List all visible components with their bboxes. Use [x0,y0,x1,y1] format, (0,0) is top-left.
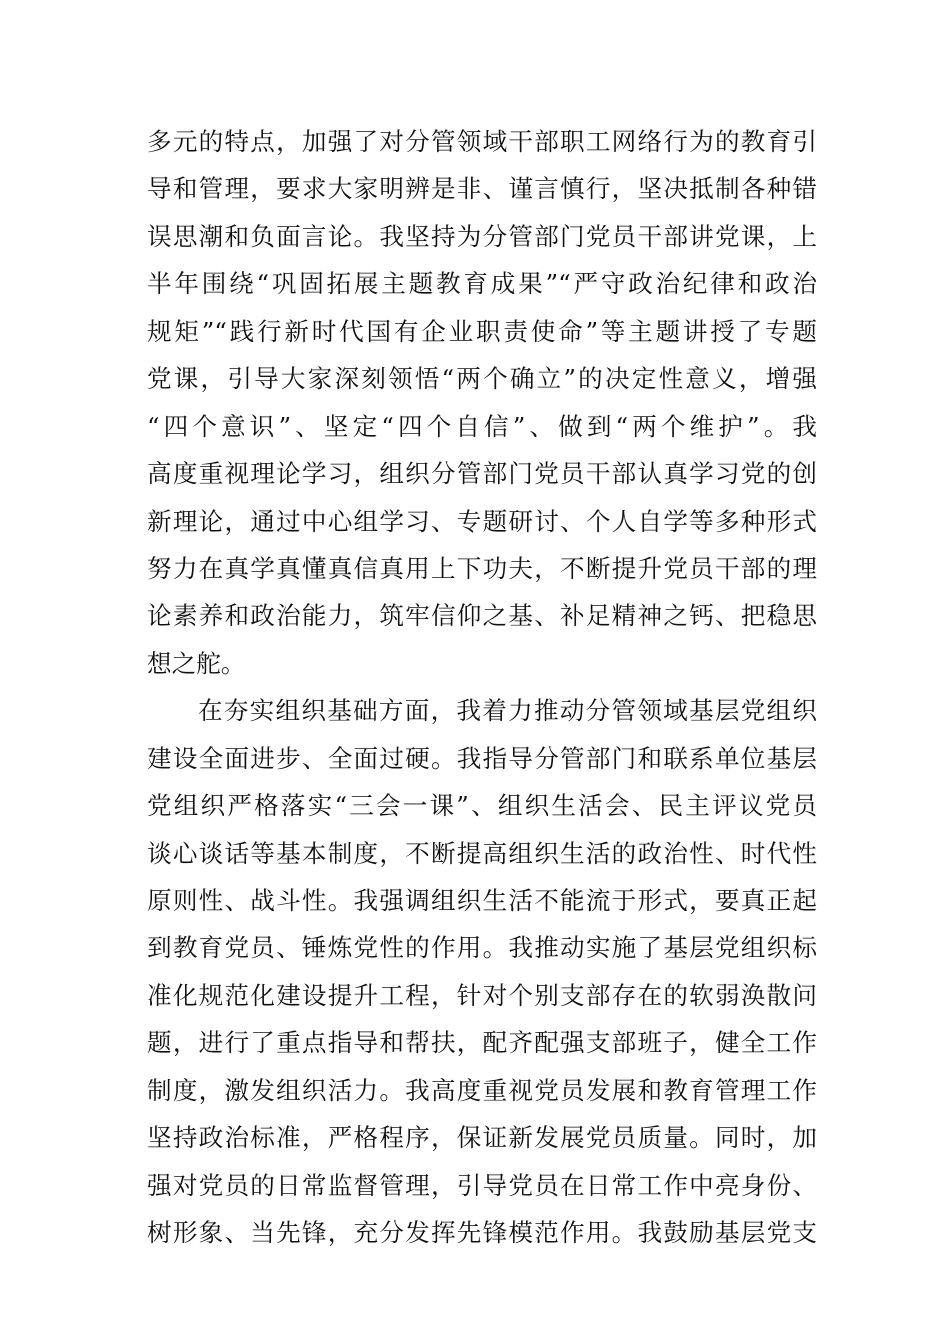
text-line: 高度重视理论学习，组织分管部门党员干部认真学习党的创 [147,459,817,489]
text-line: 准化规范化建设提升工程，针对个别支部存在的软弱涣散问 [147,980,817,1010]
body-text [147,118,817,1257]
text-line: “四个意识”、坚定“四个自信”、做到“两个维护”。我 [147,411,817,441]
text-line: 论素养和政治能力，筑牢信仰之基、补足精神之钙、把稳思 [147,601,817,631]
text-line: 努力在真学真懂真信真用上下功夫，不断提升党员干部的理 [147,553,817,583]
text-line: 规矩”“践行新时代国有企业职责使命”等主题讲授了专题 [147,316,817,346]
text-line: 谈心谈话等基本制度，不断提高组织生活的政治性、时代性 [147,838,817,868]
text-line: 制度，激发组织活力。我高度重视党员发展和教育管理工作 [147,1075,817,1105]
text-line: 树形象、当先锋，充分发挥先锋模范作用。我鼓励基层党支 [147,1218,817,1248]
text-line: 强对党员的日常监督管理，引导党员在日常工作中亮身份、 [147,1170,817,1200]
text-line: 误思潮和负面言论。我坚持为分管部门党员干部讲党课，上 [147,221,817,251]
text-line: 党课，引导大家深刻领悟“两个确立”的决定性意义，增强 [147,364,817,394]
text-line: 导和管理，要求大家明辨是非、谨言慎行，坚决抵制各种错 [147,174,817,204]
text-line: 多元的特点，加强了对分管领域干部职工网络行为的教育引 [147,127,817,156]
text-line: 坚持政治标准，严格程序，保证新发展党员质量。同时，加 [147,1123,817,1153]
text-line: 新理论，通过中心组学习、专题研讨、个人自学等多种形式 [147,506,817,536]
text-line: 到教育党员、锤炼党性的作用。我推动实施了基层党组织标 [147,933,817,963]
text-line: 原则性、战斗性。我强调组织生活不能流于形式，要真正起 [147,886,817,915]
text-line: 建设全面进步、全面过硬。我指导分管部门和联系单位基层 [147,743,817,773]
text-line: 党组织严格落实“三会一课”、组织生活会、民主评议党员 [147,791,817,821]
text-line: 想之舵。 [147,648,246,678]
paragraph-first-line: 在夯实组织基础方面，我着力推动分管领域基层党组织 [198,696,817,726]
text-line: 半年围绕“巩固拓展主题教育成果”“严守政治纪律和政治 [147,269,817,299]
text-line: 题，进行了重点指导和帮扶，配齐配强支部班子，健全工作 [147,1028,817,1058]
